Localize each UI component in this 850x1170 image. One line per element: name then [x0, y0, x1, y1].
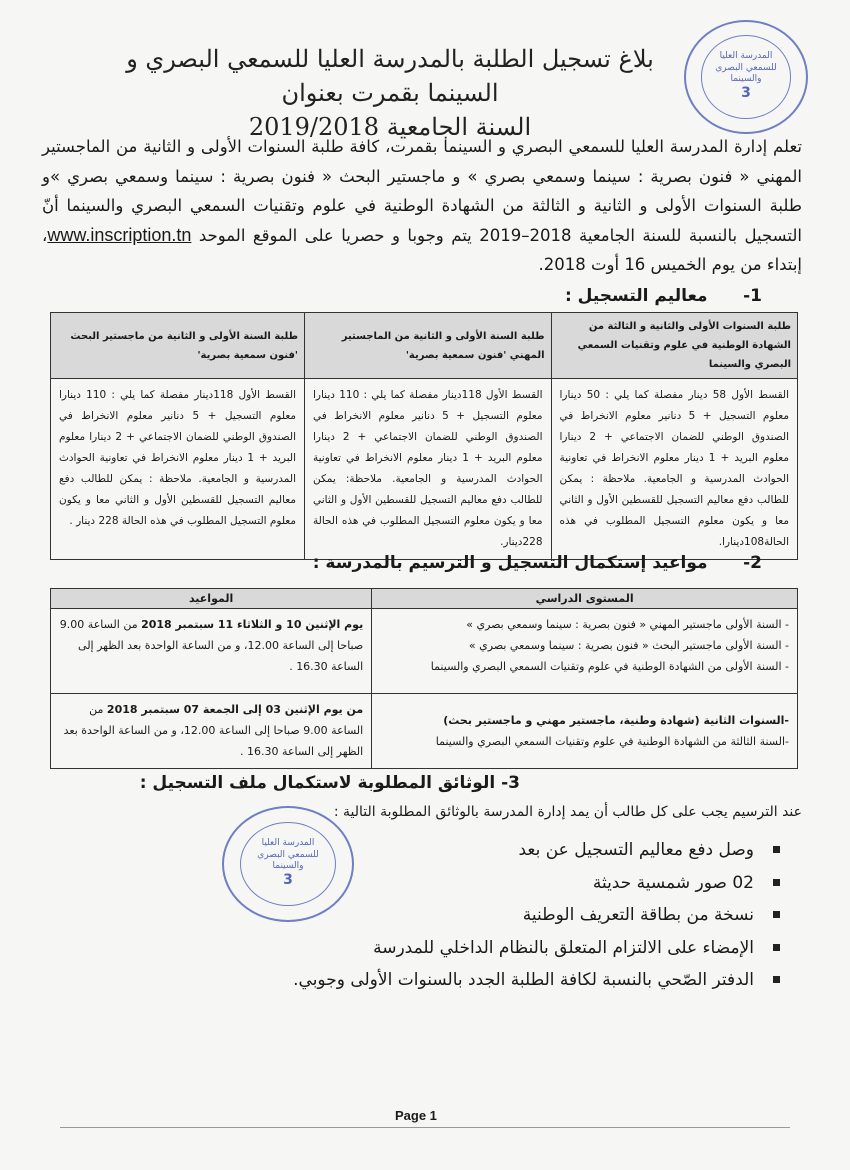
schedule-date-rest: من الساعة 9.00 صباحا إلى الساعة 12.00، و من الساعة الواحدة بعد الظهر إلى الساعة 16.30 .	[63, 703, 364, 758]
document-title	[90, 42, 690, 144]
fees-header-row	[51, 313, 798, 379]
stamp-line2: للسمعي البصري	[715, 62, 777, 73]
level-line: -السنة الثالثة من الشهادة الوطنية في علوم وتقنيات السمعي البصري والسينما	[435, 735, 789, 748]
stamp-line3: والسينما	[730, 73, 762, 84]
intro-text-2: ، إبتداء من يوم الخميس 16 أوت 2018.	[42, 225, 802, 274]
section3-title: الوثائق المطلوبة لاستكمال ملف التسجيل :	[139, 773, 496, 793]
docs-lead-text: عند الترسيم يجب على كل طالب أن يمد إدارة المدرسة بالوثائق المطلوبة التالية :	[333, 804, 802, 820]
schedule-level-cell	[372, 609, 798, 694]
section3-number: 3-	[501, 773, 520, 793]
schedule-date-bold: يوم الإثنين 10 و الثلاثاء 11 سبتمبر 2018	[141, 618, 364, 631]
doc-label: 02 صور شمسية حديثة	[592, 872, 754, 893]
stamp-number: 3	[741, 85, 751, 102]
fees-cell-licence: القسط الأول 58 دينار مفصلة كما يلي : 50 دينارا معلوم التسجيل + 5 دنانير معلوم الانخراط في الصندوق الوطني للضمان الاجتماعي + 2 دينارا معلوم البريد + 1 دينار معلوم الانخراط في تعاونية الحوادث المدرسية و الجامعية. ملاحظة : يمكن للطالب دفع معاليم التسجيل للقسطين الأول و الثاني معا و يكون معلوم التسجيل المطلوب في هذه الحالة108دينارا.	[551, 379, 798, 560]
level-line: - السنة الأولى من الشهادة الوطنية في علوم وتقنيات السمعي البصري والسينما	[430, 660, 789, 673]
schedule-header-dates: المواعيد	[51, 589, 372, 609]
section1-title: معاليم التسجيل :	[564, 286, 708, 306]
bullet-icon	[773, 976, 780, 983]
bullet-icon	[773, 846, 780, 853]
inscription-link[interactable]: www.inscription.tn	[47, 224, 192, 245]
fees-table	[50, 312, 798, 560]
section1-number: 1-	[743, 286, 762, 306]
schedule-date-bold: من يوم الإثنين 03 إلى الجمعة 07 سبتمبر 2018	[106, 703, 364, 716]
page-number: Page 1	[395, 1108, 437, 1123]
footer-divider	[60, 1127, 790, 1128]
level-line: -السنوات الثانية (شهادة وطنية، ماجستير مهني و ماجستير بحث)	[443, 714, 789, 727]
schedule-table	[50, 588, 798, 769]
official-stamp-bottom	[222, 806, 354, 922]
bullet-icon	[773, 879, 780, 886]
title-line2: السنة الجامعية 2019/2018	[248, 113, 532, 141]
section2-heading	[313, 553, 762, 573]
bullet-icon	[773, 911, 780, 918]
schedule-header-row	[51, 589, 798, 609]
schedule-date-rest: من الساعة 9.00 صباحا إلى الساعة 12.00، و من الساعة الواحدة بعد الظهر إلى الساعة 16.30 .	[59, 618, 364, 673]
fees-cell-master-research: القسط الأول 118دينار مفصلة كما يلي : 110 دينارا معلوم التسجيل + 5 دنانير معلوم الانخراط في الصندوق الوطني للضمان الاجتماعي + 2 دينارا معلوم البريد + 1 دينار معلوم الانخراط في تعاونية الحوادث المدرسية و الجامعية. ملاحظة : يمكن للطالب دفع معاليم التسجيل للقسطين الأول و الثاني معا و يكون معلوم التسجيل المطلوب في هذه الحالة 228 دينار .	[51, 379, 305, 560]
doc-label: نسخة من بطاقة التعريف الوطنية	[522, 905, 754, 925]
doc-label: الدفتر الصّحي بالنسبة لكافة الطلبة الجدد بالسنوات الأولى وجوبي.	[293, 970, 754, 990]
stamp-line3: والسينما	[272, 860, 304, 871]
section1-heading	[565, 286, 762, 306]
fees-header-master-research: طلبة السنة الأولى و الثانية من ماجستير البحث 'فنون سمعية بصرية'	[51, 313, 305, 379]
schedule-row	[51, 694, 798, 769]
level-line: - السنة الأولى ماجستير البحث « فنون بصرية : سينما وسمعي بصري »	[468, 639, 789, 652]
official-stamp-top	[684, 20, 808, 134]
intro-text-1: تعلم إدارة المدرسة العليا للسمعي البصري و السينما بقمرت، كافة طلبة السنوات الأولى و الثانية من الماجستير المهني « فنون بصرية : سينما وسمعي بصري » و ماجستير البحث « فنون بصرية : سينما وسمعي بصري »و طلبة السنوات الأولى و الثانية و الثالثة من الشهادة الوطنية في علوم وتقنيات السمعي البصري والسينما أنّ التسجيل بالنسبة للسنة الجامعية 2018–2019 يتم وجوبا و حصريا على الموقع الموحد	[42, 137, 802, 245]
title-line1: بلاغ تسجيل الطلبة بالمدرسة العليا للسمعي البصري و السينما بقمرت بعنوان	[126, 45, 654, 107]
list-item	[160, 932, 780, 965]
section2-title: مواعيد إستكمال التسجيل و الترسيم بالمدرسة :	[312, 553, 708, 573]
stamp-inner	[240, 822, 337, 907]
section2-number: 2-	[743, 553, 762, 573]
schedule-header-level: المستوى الدراسي	[372, 589, 798, 609]
section3-heading	[140, 773, 520, 793]
bullet-icon	[773, 944, 780, 951]
stamp-number: 3	[283, 872, 293, 889]
doc-label: الإمضاء على الالتزام المتعلق بالنظام الداخلي للمدرسة	[373, 937, 754, 958]
fees-header-licence: طلبة السنوات الأولى والثانية و الثالثة من الشهادة الوطنية في علوم وتقنيات السمعي البصري والسينما	[551, 313, 798, 379]
fees-cell-master-pro: القسط الأول 118دينار مفصلة كما يلي : 110 دينارا معلوم التسجيل + 5 دنانير معلوم الانخراط في الصندوق الوطني للضمان الاجتماعي + 2 دينارا معلوم البريد + 1 دينار معلوم الانخراط في تعاونية الحوادث المدرسية و الجامعية. ملاحظة: يمكن للطالب دفع معاليم التسجيل للقسطين الأول و الثاني معا و يكون معلوم التسجيل المطلوب في هذه الحالة 228دينار.	[305, 379, 552, 560]
schedule-level-cell	[372, 694, 798, 769]
fees-body-row	[51, 379, 798, 560]
stamp-line1: المدرسة العليا	[719, 51, 773, 62]
list-item	[160, 964, 780, 997]
doc-label: وصل دفع معاليم التسجيل عن بعد	[518, 840, 754, 860]
schedule-row	[51, 609, 798, 694]
level-line: - السنة الأولى ماجستير المهني « فنون بصرية : سينما وسمعي بصري »	[466, 618, 789, 631]
stamp-inner	[701, 35, 792, 118]
schedule-date-cell	[51, 694, 372, 769]
fees-header-master-pro: طلبة السنة الأولى و الثانية من الماجستير المهني 'فنون سمعية بصرية'	[305, 313, 552, 379]
stamp-line1: المدرسة العليا	[261, 838, 315, 849]
schedule-date-cell	[51, 609, 372, 694]
stamp-line2: للسمعي البصري	[257, 849, 319, 860]
intro-paragraph	[42, 132, 802, 280]
